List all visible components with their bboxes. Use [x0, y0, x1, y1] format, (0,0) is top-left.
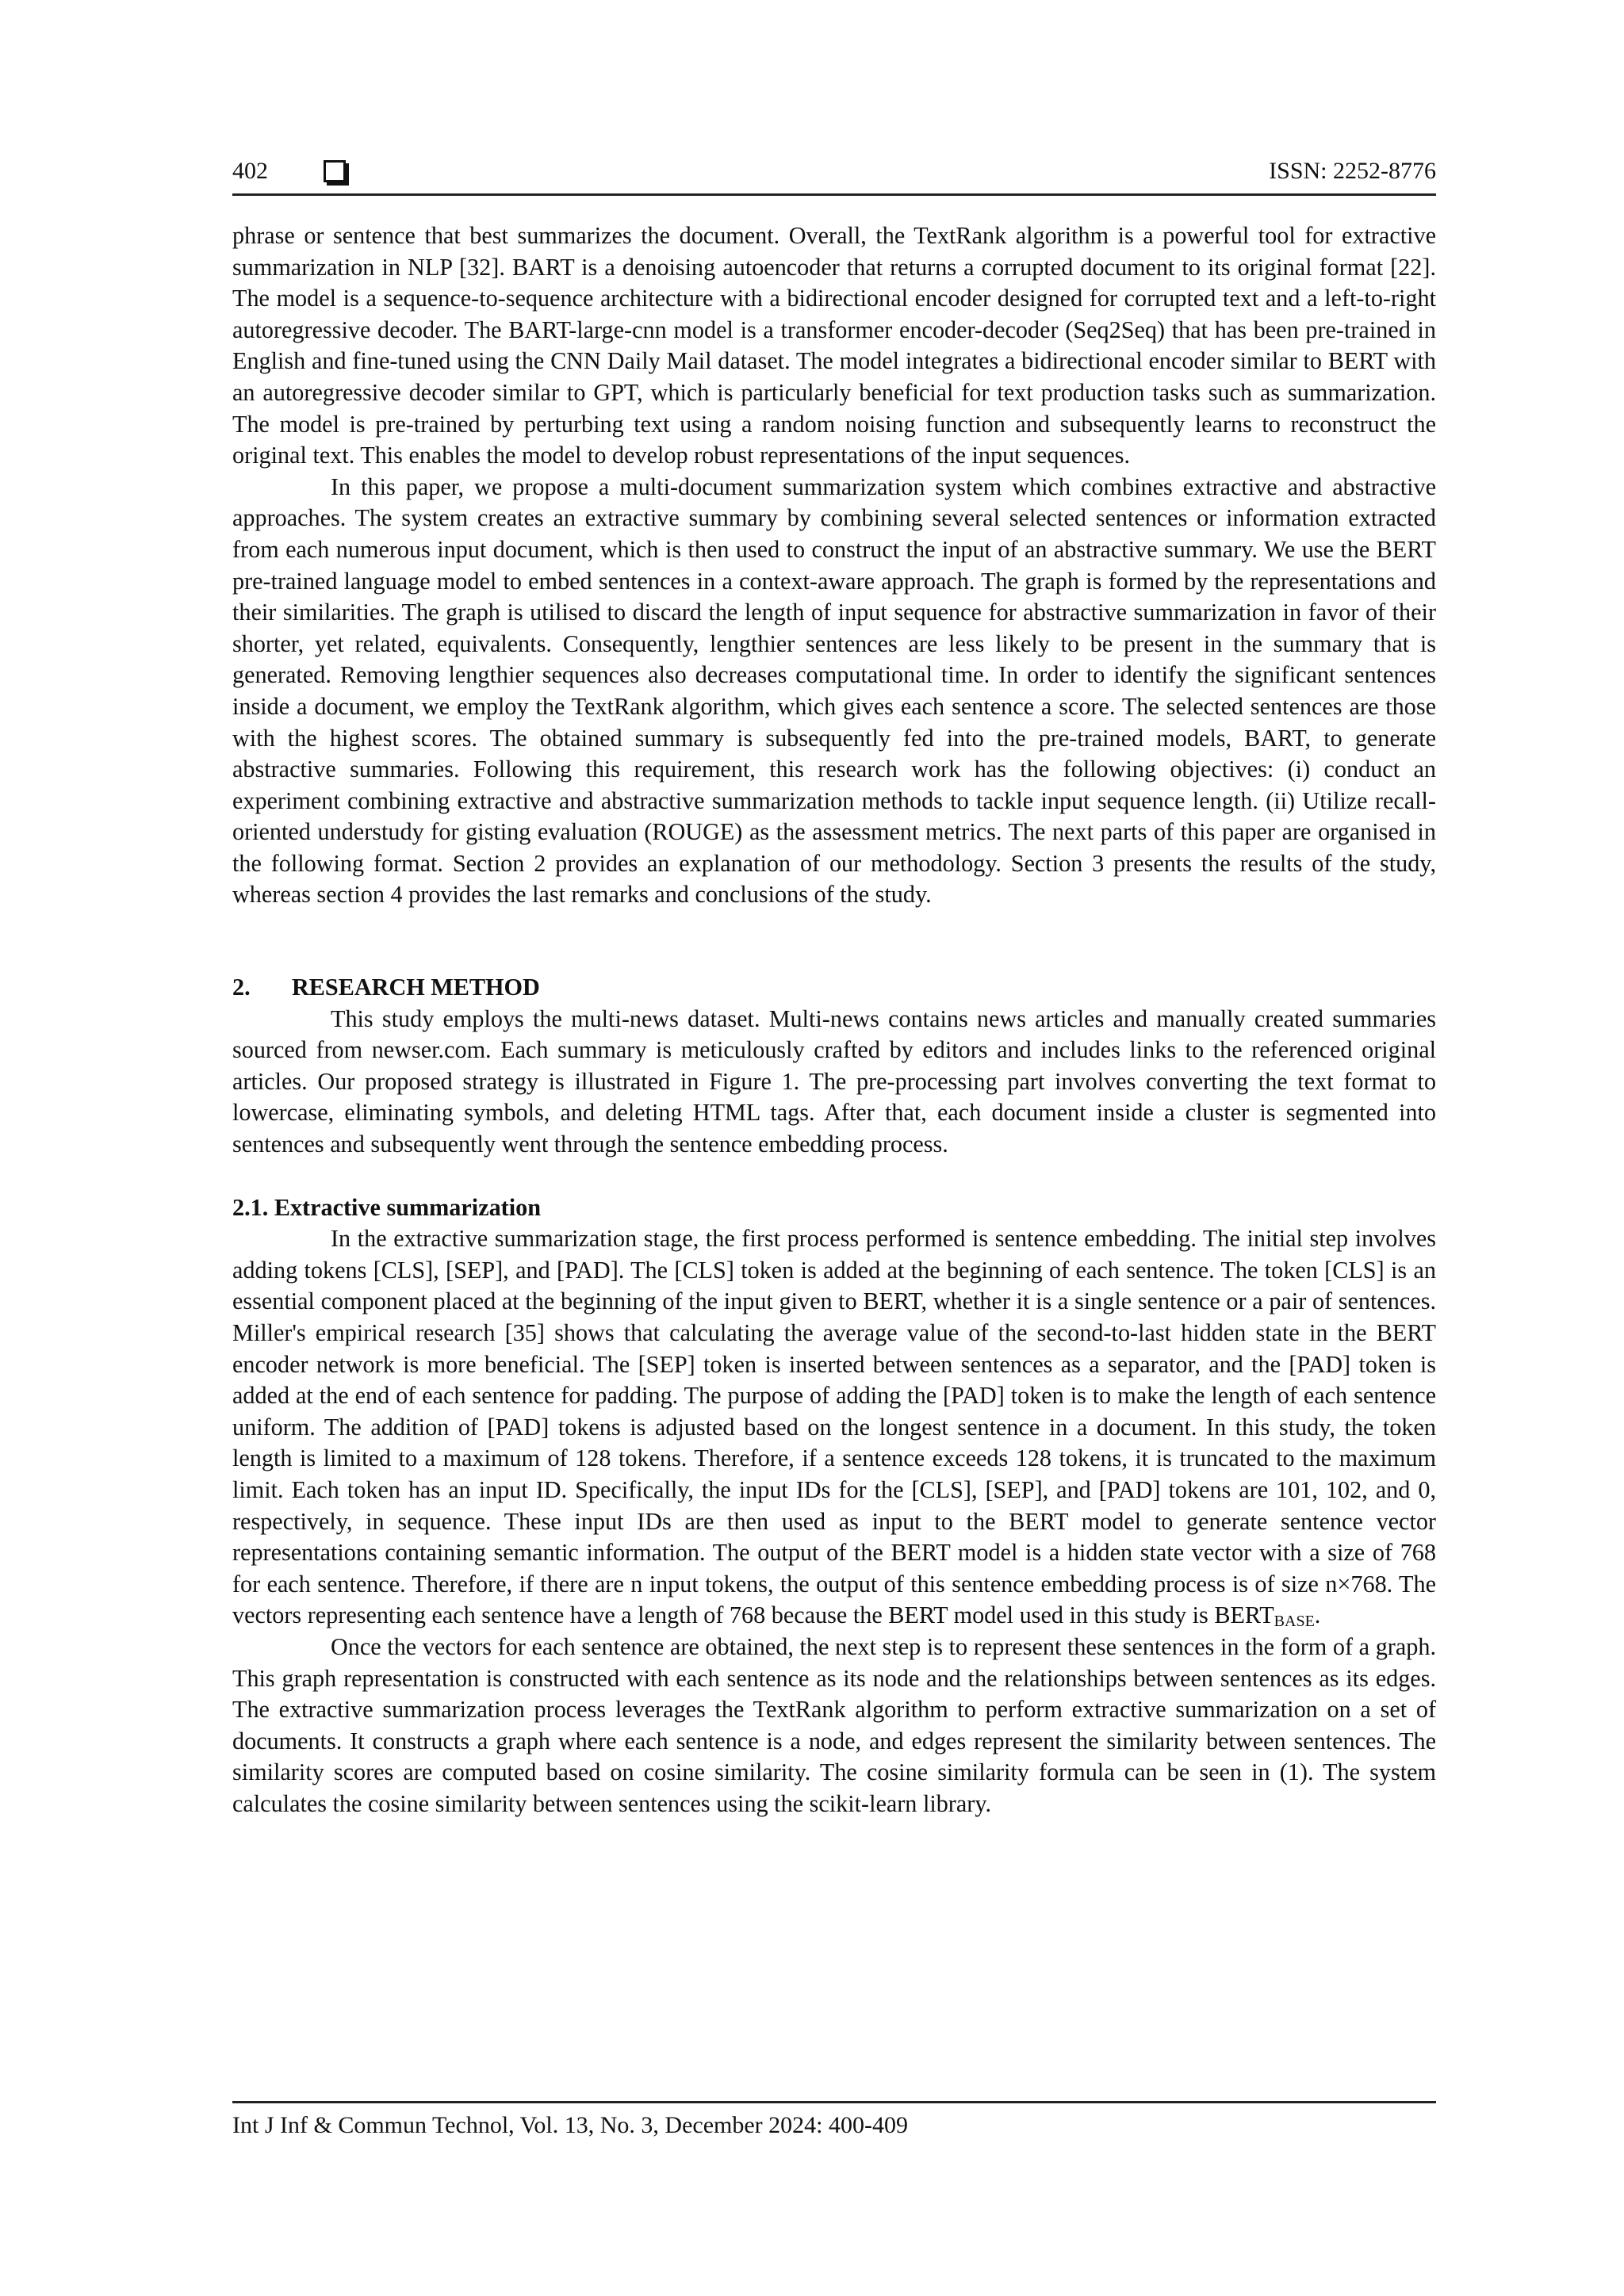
subsection-heading-extractive [232, 1192, 1436, 1224]
section-title: RESEARCH METHOD [292, 974, 540, 1001]
paragraph-continued: phrase or sentence that best summarizes the document. Overall, the TextRank algorithm is a powerful tool for extractive summarization in NLP [32]. BART is a denoising autoencoder that returns a corrupted document to its original format [22]. The model is a sequence-to-sequence architecture with a bidirectional encoder designed for corrupted text and a left-to-right autoregressive decoder. The BART-large-cnn model is a transformer encoder-decoder (Seq2Seq) that has been pre-trained in English and fine-tuned using the CNN Daily Mail dataset. The model integrates a bidirectional encoder similar to BERT with an autoregressive decoder similar to GPT, which is particularly beneficial for text production tasks such as summarization. The model is pre-trained by perturbing text using a random noising function and subsequently learns to reconstruct the original text. This enables the model to develop robust representations of the input sequences. [232, 222, 1436, 469]
page-footer [232, 2101, 1436, 2141]
paragraph-embedding-text: In the extractive summarization stage, the first process performed is sentence embedding. The initial step involves adding tokens [CLS], [SEP], and [PAD]. The [CLS] token is added at the beginning of each sentence. The token [CLS] is an essential component placed at the beginning of the input given to BERT, whether it is a single sentence or a pair of sentences. Miller's empirical research [35] shows that calculating the average value of the second-to-last hidden state in the BERT encoder network is more beneficial. The [SEP] token is inserted between sentences as a separator, and the [PAD] token is added at the end of each sentence for padding. The purpose of adding the [PAD] token is to make the length of each sentence uniform. The addition of [PAD] tokens is adjusted based on the longest sentence in a document. In this study, the token length is limited to a maximum of 128 tokens. Therefore, if a sentence exceeds 128 tokens, it is truncated to the maximum limit. Each token has an input ID. Specifically, the input IDs for the [CLS], [SEP], and [PAD] tokens are 101, 102, and 0, respectively, in sequence. These input IDs are then used as input to the BERT model to generate sentence vector representations containing semantic information. The output of the BERT model is a hidden state vector with a size of 768 for each sentence. Therefore, if there are n input tokens, the output of this sentence embedding process is of size n×768. The vectors representing each sentence have a length of 768 because the BERT model used in this study is BERT [232, 1225, 1436, 1629]
paragraph-graph: Once the vectors for each sentence are obtained, the next step is to represent these sentences in the form of a graph. This graph representation is constructed with each sentence as its node and the relationships between sentences as its edges. The extractive summarization process leverages the TextRank algorithm to perform extractive summarization on a set of documents. It constructs a graph where each sentence is a node, and edges represent the similarity between sentences. The similarity scores are computed based on cosine similarity. The cosine similarity formula can be seen in (1). The system calculates the cosine similarity between sentences using the scikit-learn library. [232, 1632, 1436, 1817]
subscript-base: BASE [1274, 1613, 1315, 1631]
section-heading-research-method [232, 972, 1436, 1004]
section-number: 2. [232, 974, 251, 1001]
subsection-number: 2.1. [232, 1193, 269, 1221]
subsection-title: Extractive summarization [274, 1193, 542, 1221]
paragraph-sentence-embedding [232, 1223, 1436, 1632]
page-body [232, 220, 1436, 1820]
footer-citation: Int J Inf & Commun Technol, Vol. 13, No. 3, December 2024: 400-409 [232, 2112, 908, 2138]
issn-label: ISSN: 2252-8776 [1269, 158, 1436, 184]
page-header [232, 155, 1436, 196]
page-number: 402 [232, 158, 268, 184]
paragraph-embedding-end: . [1314, 1601, 1321, 1629]
paragraph-dataset: This study employs the multi-news dataset. Multi-news contains news articles and manually created summaries sourced from newser.com. Each summary is meticulously crafted by editors and includes links to the referenced original articles. Our proposed strategy is illustrated in Figure 1. The pre-processing part involves converting the text format to lowercase, eliminating symbols, and deleting HTML tags. After that, each document inside a cluster is segmented into sentences and subsequently went through the sentence embedding process. [232, 1004, 1436, 1158]
paragraph-proposal: In this paper, we propose a multi-document summarization system which combines extractive and abstractive approaches. The system creates an extractive summary by combining several selected sentences or information extracted from each numerous input document, which is then used to construct the input of an abstractive summary. We use the BERT pre-trained language model to embed sentences in a context-aware approach. The graph is formed by the representations and their similarities. The graph is utilised to discard the length of input sequence for abstractive summarization in favor of their shorter, yet related, equivalents. Consequently, lengthier sentences are less likely to be present in the summary that is generated. Removing lengthier sequences also decreases computational time. In order to identify the significant sentences inside a document, we employ the TextRank algorithm, which gives each sentence a score. The selected sentences are those with the highest scores. The obtained summary is subsequently fed into the pre-trained models, BART, to generate abstractive summaries. Following this requirement, this research work has the following objectives: (i) conduct an experiment combining extractive and abstractive summarization methods to tackle input sequence length. (ii) Utilize recall-oriented understudy for gisting evaluation (ROUGE) as the assessment metrics. The next parts of this paper are organised in the following format. Section 2 provides an explanation of our methodology. Section 3 presents the results of the study, whereas section 4 provides the last remarks and conclusions of the study. [232, 473, 1436, 909]
square-box-icon [324, 160, 346, 182]
